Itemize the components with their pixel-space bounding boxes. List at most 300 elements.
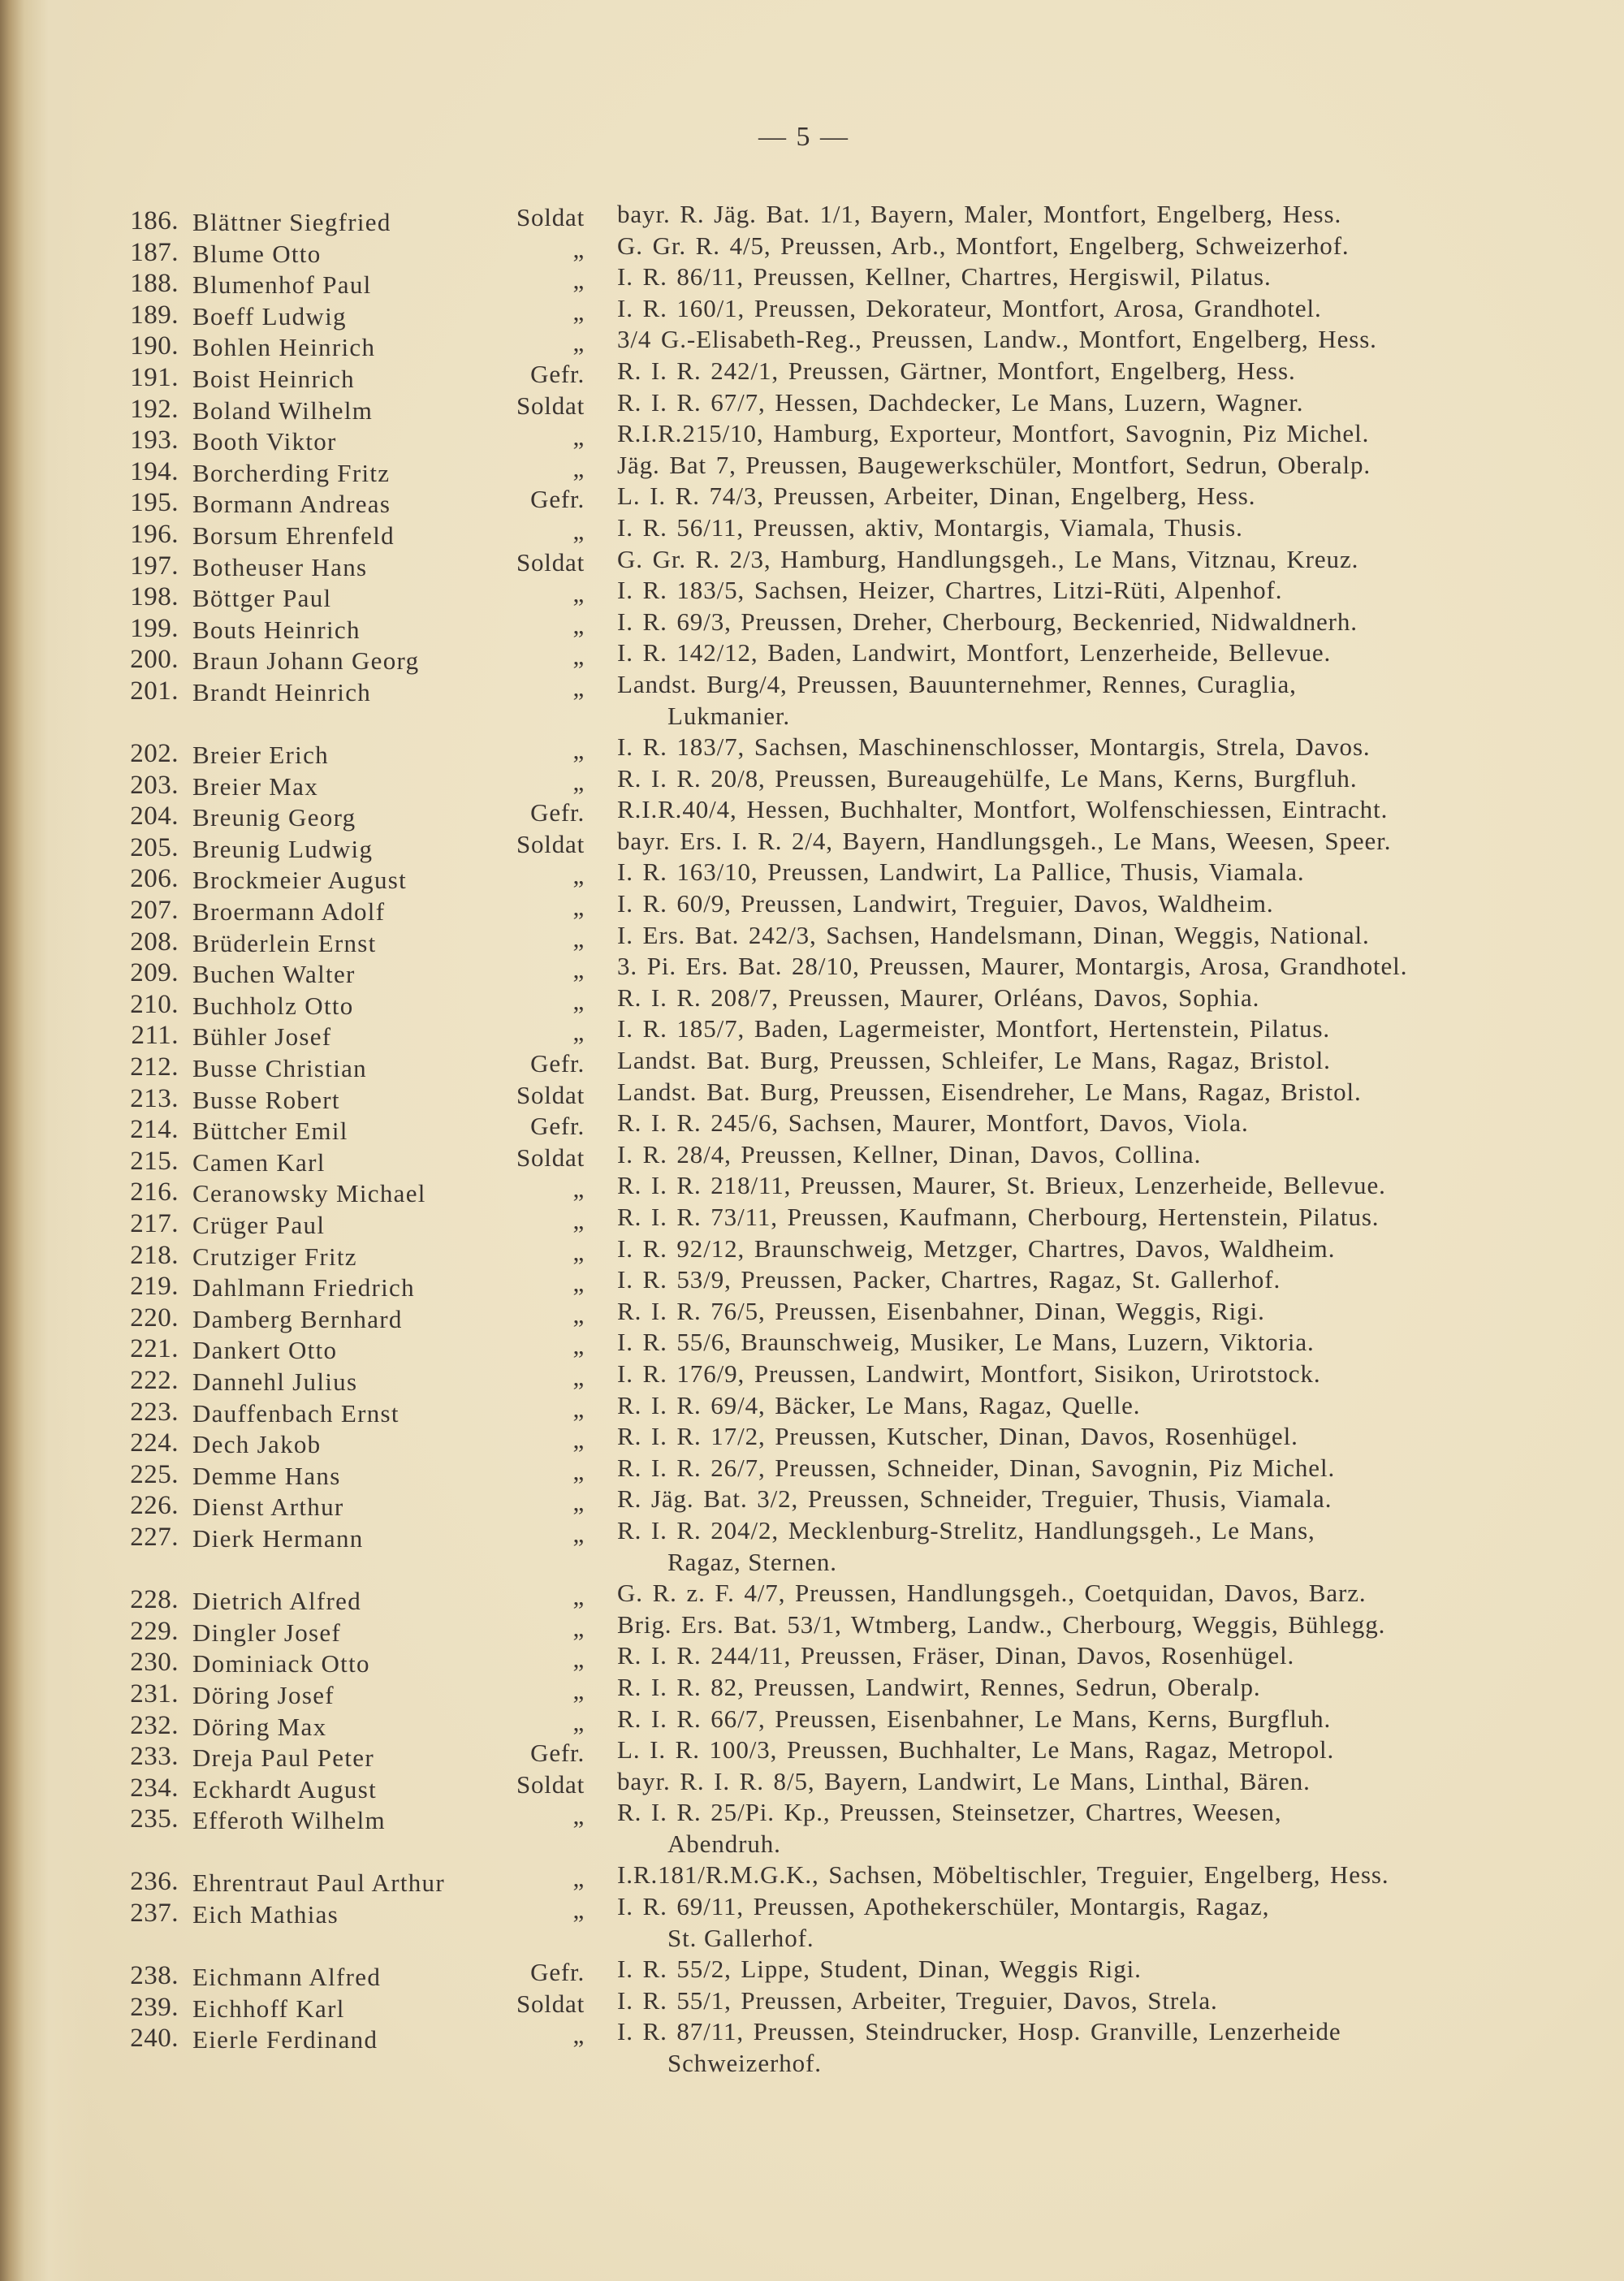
roster-entry <box>0 920 1624 957</box>
entry-detail: I. R. 55/1, Preussen, Arbeiter, Treguier, Davos, Strela. <box>617 1985 1218 2015</box>
entry-number: 231. <box>130 1678 179 1709</box>
soldier-name: Buchholz Otto <box>192 991 354 1020</box>
entry-line <box>0 607 1624 644</box>
entry-detail: I. R. 176/9, Preussen, Landwirt, Montfort, Sisikon, Urirotstock. <box>617 1359 1321 1388</box>
roster-entry <box>0 325 1624 362</box>
entry-number: 213. <box>130 1083 179 1113</box>
entry-line <box>0 1860 1624 1898</box>
entry-detail: I. R. 60/9, Preussen, Landwirt, Treguier, Davos, Waldheim. <box>617 889 1274 918</box>
soldier-name: Eichmann Alfred <box>192 1963 382 1992</box>
entry-line <box>0 387 1624 425</box>
entry-line <box>0 1609 1624 1647</box>
entry-detail: I. R. 92/12, Braunschweig, Metzger, Chartres, Davos, Waldheim. <box>617 1233 1336 1263</box>
entry-detail: I. R. 69/3, Preussen, Dreher, Cherbourg, Beckenried, Nidwaldnerh. <box>617 607 1358 636</box>
entry-line <box>0 1453 1624 1490</box>
soldier-name: Dierk Hermann <box>192 1523 364 1553</box>
soldier-rank: „ <box>572 422 585 451</box>
entry-line <box>0 1735 1624 1773</box>
roster-entry <box>0 1265 1624 1303</box>
soldier-rank: „ <box>572 234 585 263</box>
entry-number: 204. <box>130 801 179 832</box>
entry-detail: R. I. R. 69/4, Bäcker, Le Mans, Ragaz, Quelle. <box>617 1390 1141 1419</box>
soldier-name: Booth Viktor <box>192 427 337 456</box>
roster-entry <box>0 1077 1624 1114</box>
soldier-rank: „ <box>572 1237 585 1266</box>
roster-entry <box>0 1579 1624 1616</box>
soldier-name: Camen Karl <box>192 1147 326 1177</box>
entry-line <box>0 1139 1624 1177</box>
soldier-name: Boland Wilhelm <box>192 395 374 425</box>
entry-number: 195. <box>130 488 179 518</box>
entry-number: 207. <box>130 896 179 926</box>
entry-detail-continuation: Ragaz, Sternen. <box>667 1547 837 1576</box>
soldier-name: Ehrentraut Paul Arthur <box>192 1868 445 1898</box>
soldier-rank: Gefr. <box>530 359 585 388</box>
soldier-name: Dankert Otto <box>192 1336 338 1365</box>
entry-line <box>0 2017 1624 2054</box>
roster-entry <box>0 1735 1624 1773</box>
entry-detail: R. I. R. 244/11, Preussen, Fräser, Dinan, Davos, Rosenhügel. <box>617 1641 1295 1670</box>
roster-entry <box>0 1704 1624 1741</box>
entry-detail: R. I. R. 204/2, Mecklenburg-Strelitz, Handlungsgeh., Le Mans, <box>617 1515 1315 1544</box>
entry-line <box>0 1672 1624 1709</box>
entry-detail: I. R. 55/6, Braunschweig, Musiker, Le Mans, Luzern, Viktoria. <box>617 1328 1315 1357</box>
entry-detail: I. R. 53/9, Preussen, Packer, Chartres, Ragaz, St. Gallerhof. <box>617 1265 1281 1294</box>
entry-continuation-line <box>0 2049 1624 2080</box>
entry-detail: I. R. 142/12, Baden, Landwirt, Montfort, Lenzerheide, Bellevue. <box>617 638 1332 667</box>
soldier-name: Blumenhof Paul <box>192 270 372 300</box>
roster-entry <box>0 450 1624 487</box>
roster-entry <box>0 231 1624 268</box>
entry-line <box>0 1892 1624 1929</box>
soldier-rank: „ <box>572 767 585 796</box>
entry-line <box>0 231 1624 268</box>
roster-entry <box>0 732 1624 770</box>
entry-detail: Landst. Bat. Burg, Preussen, Eisendreher, Le Mans, Ragaz, Bristol. <box>617 1077 1362 1106</box>
entry-continuation-line <box>0 702 1624 733</box>
roster-entry <box>0 952 1624 989</box>
entry-line <box>0 356 1624 393</box>
entry-number: 239. <box>130 1992 179 2022</box>
entry-number: 236. <box>130 1867 179 1897</box>
soldier-rank: „ <box>572 1864 585 1893</box>
soldier-name: Dauffenbach Ernst <box>192 1398 400 1428</box>
soldier-rank: „ <box>572 2020 585 2050</box>
soldier-name: Borcherding Fritz <box>192 458 391 487</box>
entry-number: 223. <box>130 1397 179 1427</box>
entry-detail: I. R. 28/4, Preussen, Kellner, Dinan, Davos, Collina. <box>617 1139 1202 1169</box>
entry-detail: R. I. R. 242/1, Preussen, Gärtner, Montfort, Engelberg, Hess. <box>617 356 1296 385</box>
soldier-rank: „ <box>572 1895 585 1925</box>
entry-detail: R. I. R. 208/7, Preussen, Maurer, Orléans, Davos, Sophia. <box>617 983 1260 1012</box>
entry-line <box>0 858 1624 895</box>
entry-number: 216. <box>130 1177 179 1207</box>
entry-number: 199. <box>130 613 179 643</box>
roster-entry <box>0 1985 1624 2023</box>
roster-entry <box>0 544 1624 581</box>
entry-number: 220. <box>130 1303 179 1333</box>
entry-detail: I. R. 185/7, Baden, Lagermeister, Montfort, Hertenstein, Pilatus. <box>617 1014 1331 1043</box>
roster-entry <box>0 826 1624 863</box>
entry-line <box>0 1265 1624 1303</box>
entry-line <box>0 450 1624 487</box>
entry-line <box>0 1766 1624 1804</box>
entry-detail: 3/4 G.-Elisabeth-Reg., Preussen, Landw., Montfort, Engelberg, Hess. <box>617 325 1377 354</box>
entry-line <box>0 1171 1624 1208</box>
soldier-rank: „ <box>572 453 585 482</box>
roster-entry <box>0 858 1624 895</box>
entry-detail: G. Gr. R. 2/3, Hamburg, Handlungsgeh., Le Mans, Vitznau, Kreuz. <box>617 544 1359 573</box>
soldier-name: Eckhardt August <box>192 1774 377 1804</box>
soldier-name: Buchen Walter <box>192 960 356 989</box>
soldier-rank: „ <box>572 1174 585 1203</box>
entry-line <box>0 1985 1624 2023</box>
entry-detail: G. R. z. F. 4/7, Preussen, Handlungsgeh., Coetquidan, Davos, Barz. <box>617 1579 1367 1608</box>
entry-continuation-line <box>0 1924 1624 1955</box>
roster-entry <box>0 262 1624 300</box>
entry-detail: R. I. R. 17/2, Preussen, Kutscher, Dinan, Davos, Rosenhügel. <box>617 1422 1298 1451</box>
entry-number: 191. <box>130 362 179 392</box>
entry-line <box>0 1014 1624 1052</box>
entry-number: 222. <box>130 1365 179 1395</box>
entry-line <box>0 482 1624 519</box>
roster-entry <box>0 1046 1624 1083</box>
entry-number: 187. <box>130 237 179 267</box>
soldier-name: Dietrich Alfred <box>192 1587 362 1616</box>
entry-number: 230. <box>130 1648 179 1678</box>
soldier-rank: Soldat <box>516 391 585 420</box>
soldier-rank: „ <box>572 1017 585 1047</box>
entry-detail: R. I. R. 25/Pi. Kp., Preussen, Steinsetzer, Chartres, Weesen, <box>617 1798 1282 1827</box>
soldier-name: Dominiack Otto <box>192 1649 370 1678</box>
soldier-rank: Gefr. <box>530 485 585 514</box>
soldier-rank: „ <box>572 1644 585 1674</box>
roster-entry <box>0 419 1624 456</box>
soldier-rank: „ <box>572 1488 585 1517</box>
entry-line <box>0 419 1624 456</box>
soldier-rank: Soldat <box>516 203 585 231</box>
entry-number: 240. <box>130 2024 179 2054</box>
roster-entry <box>0 1359 1624 1396</box>
entry-line <box>0 1359 1624 1396</box>
roster-entry <box>0 293 1624 330</box>
entry-detail: L. I. R. 74/3, Preussen, Arbeiter, Dinan, Engelberg, Hess. <box>617 482 1256 511</box>
soldier-rank: „ <box>572 892 585 922</box>
entry-number: 188. <box>130 269 179 299</box>
entry-detail: L. I. R. 100/3, Preussen, Buchhalter, Le Mans, Ragaz, Metropol. <box>617 1735 1335 1765</box>
roster-entry <box>0 1422 1624 1459</box>
entry-detail-continuation: Lukmanier. <box>667 701 791 730</box>
entry-number: 227. <box>130 1522 179 1552</box>
soldier-name: Efferoth Wilhelm <box>192 1806 386 1835</box>
entry-detail: bayr. R. Jäg. Bat. 1/1, Bayern, Maler, Montfort, Engelberg, Hess. <box>617 200 1342 228</box>
soldier-name: Breier Erich <box>192 741 329 770</box>
soldier-rank: Soldat <box>516 547 585 577</box>
soldier-rank: „ <box>572 516 585 545</box>
entry-line <box>0 1077 1624 1114</box>
roster-entry <box>0 1798 1624 1860</box>
soldier-name: Borsum Ehrenfeld <box>192 521 395 550</box>
soldier-name: Bohlen Heinrich <box>192 333 376 362</box>
soldier-rank: „ <box>572 1206 585 1234</box>
soldier-rank: „ <box>572 610 585 639</box>
entry-line <box>0 512 1624 550</box>
roster-entry <box>0 1892 1624 1955</box>
entry-number: 238. <box>130 1961 179 1991</box>
soldier-name: Busse Christian <box>192 1054 367 1083</box>
entry-detail: R. I. R. 20/8, Preussen, Bureaugehülfe, Le Mans, Kerns, Burgfluh. <box>617 763 1358 793</box>
soldier-rank: „ <box>572 923 585 953</box>
roster-list <box>0 200 1624 2080</box>
entry-line <box>0 952 1624 989</box>
entry-detail: I. R. 56/11, Preussen, aktiv, Montargis, Viamala, Thusis. <box>617 512 1243 542</box>
entry-line <box>0 293 1624 330</box>
entry-number: 190. <box>130 331 179 361</box>
entry-line <box>0 1108 1624 1146</box>
entry-detail: Landst. Bat. Burg, Preussen, Schleifer, Le Mans, Ragaz, Bristol. <box>617 1046 1331 1075</box>
entry-line <box>0 732 1624 770</box>
entry-detail: I. R. 87/11, Preussen, Steindrucker, Hosp. Granville, Lenzerheide <box>617 2017 1341 2046</box>
entry-line <box>0 1422 1624 1459</box>
roster-entry <box>0 1390 1624 1428</box>
entry-detail: 3. Pi. Ers. Bat. 28/10, Preussen, Maurer, Montargis, Arosa, Grandhotel. <box>617 952 1408 981</box>
soldier-rank: „ <box>572 1707 585 1736</box>
soldier-name: Botheuser Hans <box>192 552 368 581</box>
soldier-rank: Soldat <box>516 1769 585 1799</box>
soldier-name: Busse Robert <box>192 1085 340 1114</box>
entry-detail: R. I. R. 245/6, Sachsen, Maurer, Montfort, Davos, Viola. <box>617 1108 1249 1138</box>
entry-number: 203. <box>130 770 179 800</box>
entry-detail: G. Gr. R. 4/5, Preussen, Arb., Montfort, Engelberg, Schweizerhof. <box>617 231 1350 260</box>
soldier-name: Broermann Adolf <box>192 897 386 927</box>
entry-detail: R. I. R. 26/7, Preussen, Schneider, Dinan, Savognin, Piz Michel. <box>617 1453 1336 1482</box>
entry-number: 202. <box>130 739 179 769</box>
entry-number: 226. <box>130 1491 179 1521</box>
entry-line <box>0 1233 1624 1271</box>
soldier-rank: Soldat <box>516 1143 585 1172</box>
roster-entry <box>0 1955 1624 1992</box>
entry-number: 186. <box>130 206 179 235</box>
soldier-name: Boeff Ludwig <box>192 301 347 330</box>
soldier-rank: „ <box>572 1362 585 1391</box>
soldier-rank: Gefr. <box>530 1112 585 1141</box>
entry-detail: I. R. 69/11, Preussen, Apothekerschüler, Montargis, Ragaz, <box>617 1892 1270 1921</box>
entry-number: 228. <box>130 1585 179 1615</box>
entry-line <box>0 826 1624 863</box>
entry-line <box>0 1955 1624 1992</box>
entry-number: 189. <box>130 300 179 330</box>
soldier-name: Brockmeier August <box>192 866 408 895</box>
roster-entry <box>0 1233 1624 1271</box>
roster-entry <box>0 1139 1624 1177</box>
entry-detail: I. R. 160/1, Preussen, Dekorateur, Montfort, Arosa, Grandhotel. <box>617 293 1322 322</box>
entry-detail: R. Jäg. Bat. 3/2, Preussen, Schneider, Treguier, Thusis, Viamala. <box>617 1484 1332 1514</box>
page-number-text: — 5 — <box>758 122 849 152</box>
entry-detail: I.R.181/R.M.G.K., Sachsen, Möbeltischler, Treguier, Engelberg, Hess. <box>617 1860 1389 1890</box>
entry-detail: R. I. R. 67/7, Hessen, Dachdecker, Le Mans, Luzern, Wagner. <box>617 387 1304 417</box>
soldier-rank: „ <box>572 1425 585 1454</box>
roster-entry <box>0 2017 1624 2080</box>
entry-number: 235. <box>130 1804 179 1834</box>
entry-detail: Brig. Ers. Bat. 53/1, Wtmberg, Landw., Cherbourg, Weggis, Bühlegg. <box>617 1609 1386 1639</box>
entry-detail: R. I. R. 73/11, Preussen, Kaufmann, Cherbourg, Hertenstein, Pilatus. <box>617 1203 1380 1231</box>
soldier-rank: Gefr. <box>530 1739 585 1768</box>
entry-number: 205. <box>130 832 179 862</box>
soldier-name: Brüderlein Ernst <box>192 928 377 957</box>
soldier-rank: „ <box>572 1801 585 1830</box>
entry-line <box>0 983 1624 1020</box>
soldier-name: Döring Josef <box>192 1680 335 1709</box>
entry-number: 218. <box>130 1240 179 1270</box>
entry-detail: I. R. 163/10, Preussen, Landwirt, La Pallice, Thusis, Viamala. <box>617 858 1305 887</box>
entry-number: 206. <box>130 864 179 894</box>
entry-continuation-line <box>0 1548 1624 1579</box>
soldier-rank: Gefr. <box>530 1958 585 1987</box>
roster-entry <box>0 638 1624 676</box>
roster-entry <box>0 1766 1624 1804</box>
entry-number: 229. <box>130 1616 179 1646</box>
entry-line <box>0 544 1624 581</box>
entry-number: 224. <box>130 1428 179 1458</box>
soldier-rank: Gefr. <box>530 1049 585 1078</box>
entry-detail: R. I. R. 218/11, Preussen, Maurer, St. Brieux, Lenzerheide, Bellevue. <box>617 1171 1386 1200</box>
entry-line <box>0 1328 1624 1365</box>
entry-detail: I. Ers. Bat. 242/3, Sachsen, Handelsmann, Dinan, Weggis, National. <box>617 920 1370 949</box>
soldier-name: Bouts Heinrich <box>192 615 361 644</box>
roster-entry <box>0 1453 1624 1490</box>
soldier-name: Eich Mathias <box>192 1900 339 1929</box>
entry-detail: bayr. Ers. I. R. 2/4, Bayern, Handlungsgeh., Le Mans, Weesen, Speer. <box>617 826 1392 855</box>
entry-detail: I. R. 86/11, Preussen, Kellner, Chartres, Hergiswil, Pilatus. <box>617 262 1272 292</box>
entry-line <box>0 1798 1624 1835</box>
soldier-name: Breier Max <box>192 771 319 801</box>
entry-line <box>0 795 1624 832</box>
soldier-name: Blume Otto <box>192 239 322 268</box>
entry-line <box>0 669 1624 706</box>
entry-number: 201. <box>130 676 179 706</box>
soldier-name: Blättner Siegfried <box>192 208 391 236</box>
soldier-rank: „ <box>572 1613 585 1642</box>
soldier-rank: „ <box>572 1675 585 1704</box>
soldier-rank: „ <box>572 296 585 326</box>
entry-number: 197. <box>130 551 179 581</box>
soldier-name: Eierle Ferdinand <box>192 2025 378 2054</box>
soldier-name: Crutziger Fritz <box>192 1242 357 1271</box>
entry-line <box>0 1203 1624 1239</box>
roster-entry <box>0 763 1624 801</box>
entry-number: 208. <box>130 927 179 957</box>
entry-number: 200. <box>130 645 179 675</box>
entry-number: 211. <box>131 1021 179 1051</box>
soldier-rank: „ <box>572 1331 585 1360</box>
entry-detail: bayr. R. I. R. 8/5, Bayern, Landwirt, Le Mans, Linthal, Bären. <box>617 1766 1311 1795</box>
entry-number: 233. <box>130 1742 179 1772</box>
soldier-name: Dingler Josef <box>192 1618 342 1647</box>
entry-number: 234. <box>130 1773 179 1803</box>
soldier-name: Brandt Heinrich <box>192 677 372 706</box>
roster-entry <box>0 200 1624 236</box>
soldier-name: Breunig Georg <box>192 803 356 832</box>
soldier-rank: „ <box>572 736 585 765</box>
entry-line <box>0 325 1624 362</box>
page-number <box>0 122 1624 153</box>
soldier-name: Boist Heinrich <box>192 364 355 393</box>
entry-detail: R. I. R. 66/7, Preussen, Eisenbahner, Le Mans, Kerns, Burgfluh. <box>617 1704 1332 1733</box>
entry-detail: R.I.R.40/4, Hessen, Buchhalter, Montfort, Wolfenschiessen, Eintracht. <box>617 795 1389 824</box>
roster-entry <box>0 1860 1624 1898</box>
entry-number: 196. <box>130 519 179 549</box>
roster-entry <box>0 1171 1624 1208</box>
entry-line <box>0 576 1624 613</box>
entry-line <box>0 638 1624 676</box>
soldier-rank: „ <box>572 1519 585 1548</box>
soldier-rank: „ <box>572 266 585 295</box>
soldier-name: Böttger Paul <box>192 584 332 613</box>
entry-detail-continuation: St. Gallerhof. <box>667 1923 814 1952</box>
entry-number: 215. <box>130 1146 179 1176</box>
entry-line <box>0 1046 1624 1083</box>
soldier-name: Dech Jakob <box>192 1430 322 1459</box>
soldier-name: Bühler Josef <box>192 1022 332 1052</box>
soldier-rank: „ <box>572 1582 585 1611</box>
soldier-name: Damberg Bernhard <box>192 1304 403 1333</box>
entry-line <box>0 1484 1624 1522</box>
soldier-rank: „ <box>572 955 585 984</box>
entry-detail: R. I. R. 76/5, Preussen, Eisenbahner, Dinan, Weggis, Rigi. <box>617 1296 1265 1325</box>
roster-entry <box>0 387 1624 425</box>
roster-entry <box>0 1203 1624 1239</box>
soldier-name: Büttcher Emil <box>192 1117 348 1146</box>
entry-line <box>0 763 1624 801</box>
entry-number: 210. <box>130 989 179 1019</box>
roster-entry <box>0 512 1624 550</box>
entry-line <box>0 1641 1624 1678</box>
entry-number: 192. <box>130 394 179 424</box>
entry-line <box>0 1515 1624 1553</box>
soldier-rank: „ <box>572 579 585 608</box>
roster-entry <box>0 1108 1624 1146</box>
soldier-name: Ceranowsky Michael <box>192 1179 426 1208</box>
roster-entry <box>0 1609 1624 1647</box>
entry-detail: R. I. R. 82, Preussen, Landwirt, Rennes, Sedrun, Oberalp. <box>617 1672 1261 1701</box>
soldier-rank: „ <box>572 1456 585 1485</box>
entry-line <box>0 920 1624 957</box>
entry-detail-continuation: Abendruh. <box>667 1829 781 1858</box>
entry-number: 214. <box>130 1115 179 1145</box>
roster-entry <box>0 983 1624 1020</box>
soldier-name: Bormann Andreas <box>192 490 391 519</box>
soldier-name: Eichhoff Karl <box>192 1994 345 2023</box>
entry-detail: R.I.R.215/10, Hamburg, Exporteur, Montfort, Savognin, Piz Michel. <box>617 419 1370 448</box>
entry-number: 219. <box>130 1272 179 1302</box>
soldier-name: Döring Max <box>192 1712 327 1741</box>
entry-line <box>0 889 1624 927</box>
soldier-name: Dienst Arthur <box>192 1493 344 1522</box>
roster-entry <box>0 356 1624 393</box>
entry-line <box>0 1390 1624 1428</box>
roster-entry <box>0 1296 1624 1333</box>
soldier-name: Dahlmann Friedrich <box>192 1273 415 1303</box>
soldier-rank: Gefr. <box>530 798 585 827</box>
soldier-rank: „ <box>572 672 585 702</box>
entry-number: 198. <box>130 582 179 612</box>
entry-line <box>0 1296 1624 1333</box>
entry-line <box>0 1704 1624 1741</box>
roster-entry <box>0 607 1624 644</box>
roster-entry <box>0 1672 1624 1709</box>
soldier-rank: „ <box>572 1393 585 1423</box>
soldier-name: Braun Johann Georg <box>192 646 420 676</box>
